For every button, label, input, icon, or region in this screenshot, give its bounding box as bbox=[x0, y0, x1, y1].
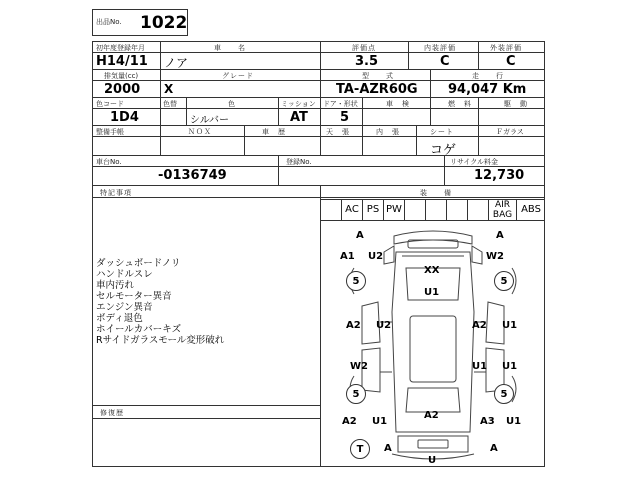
score-label: 評価点 bbox=[352, 44, 376, 52]
score-value: 3.5 bbox=[355, 54, 379, 69]
mark-bottom-a-right: A bbox=[490, 443, 498, 454]
sunroof-label: 天 張 bbox=[326, 128, 350, 136]
mark-right-u1: U1 bbox=[502, 320, 518, 331]
interior-label: 内装評価 bbox=[424, 44, 456, 52]
manual-label: 整備手帳 bbox=[96, 128, 124, 136]
chassis-label: 車台No. bbox=[96, 158, 122, 166]
mileage-label: 走 行 bbox=[472, 72, 504, 80]
wheel-rear-right: 5 bbox=[494, 384, 514, 404]
mark-bl-a2: A2 bbox=[342, 416, 357, 427]
mark-br-a3: A3 bbox=[480, 416, 495, 427]
remark-line: 車内汚れ bbox=[96, 280, 135, 291]
equip-blank-3 bbox=[446, 199, 467, 221]
mark-fl-a1: A1 bbox=[340, 251, 355, 262]
mark-lr-u1: U1 bbox=[472, 361, 488, 372]
mark-fl-u2: U2 bbox=[368, 251, 384, 262]
mark-lr-w2: W2 bbox=[350, 361, 368, 372]
car-name-label: 車 名 bbox=[214, 44, 246, 52]
mark-hood-xx: XX bbox=[424, 265, 440, 276]
remark-line: Rサイドガラスモール変形破れ bbox=[96, 335, 225, 346]
mark-bl-u1: U1 bbox=[372, 416, 388, 427]
equip-pw: PW bbox=[383, 199, 404, 221]
remark-line: エンジン異音 bbox=[96, 302, 153, 313]
exterior-value: C bbox=[506, 54, 516, 69]
chassis-value: -0136749 bbox=[158, 168, 227, 183]
equip-airbag-text: AIR BAG bbox=[492, 200, 513, 220]
wheel-rear-left: 5 bbox=[346, 384, 366, 404]
interior-value: C bbox=[440, 54, 450, 69]
color-code-value: 1D4 bbox=[110, 110, 139, 125]
equip-blank-1 bbox=[404, 199, 425, 221]
color-type-label: 色替 bbox=[163, 100, 177, 108]
equip-ps: PS bbox=[362, 199, 383, 221]
nox-label: ＮＯＸ bbox=[188, 128, 212, 136]
remark-line: ボディ退色 bbox=[96, 313, 143, 324]
drive-label: 駆 動 bbox=[504, 100, 528, 108]
equip-blank-4 bbox=[467, 199, 488, 221]
remark-line: ハンドルスレ bbox=[96, 269, 153, 280]
color-code-label: 色コード bbox=[96, 100, 124, 108]
reg-no-label: 登録No. bbox=[286, 158, 312, 166]
remark-line: セルモーター異音 bbox=[96, 291, 172, 302]
recycle-value: 12,730 bbox=[474, 168, 525, 183]
fuel-label: 燃 料 bbox=[448, 100, 472, 108]
mark-bottom-u: U bbox=[428, 455, 437, 466]
equipment-label: 装 備 bbox=[420, 189, 452, 197]
model-label: 型 式 bbox=[362, 72, 394, 80]
transmission-label: ミッション bbox=[281, 100, 316, 108]
exterior-label: 外装評価 bbox=[490, 44, 522, 52]
car-diagram bbox=[322, 222, 544, 466]
seat-label: シート bbox=[430, 128, 454, 136]
remarks-label: 特記事項 bbox=[100, 189, 132, 197]
mark-rr-u1: U1 bbox=[502, 361, 518, 372]
equip-ac: AC bbox=[341, 199, 362, 221]
doors-value: 5 bbox=[340, 110, 350, 125]
displacement-label: 排気量(cc) bbox=[104, 72, 139, 80]
mark-left-u2: U2 bbox=[376, 320, 392, 331]
mark-front-left: A bbox=[356, 230, 364, 241]
grade-value: X bbox=[164, 82, 174, 96]
lot-number: 1022 bbox=[140, 13, 188, 33]
mark-bottom-a-left: A bbox=[384, 443, 392, 454]
remark-line: ホイールカバーキズ bbox=[96, 324, 182, 335]
seat-value: コゲ bbox=[430, 143, 457, 158]
tire-mark-t: T bbox=[350, 439, 370, 459]
mark-left-a2: A2 bbox=[346, 320, 361, 331]
wheel-front-left: 5 bbox=[346, 271, 366, 291]
interior-roof-label: 内 張 bbox=[376, 128, 400, 136]
transmission-value: AT bbox=[290, 110, 308, 125]
doors-label: ドア・形状 bbox=[323, 100, 358, 108]
mark-rear-a2: A2 bbox=[424, 410, 439, 421]
inspection-label: 車 検 bbox=[386, 100, 410, 108]
color-label: 色 bbox=[228, 100, 236, 108]
color-value: シルバー bbox=[190, 115, 230, 126]
model-value: TA-AZR60G bbox=[336, 82, 418, 97]
mark-br-u1: U1 bbox=[506, 416, 522, 427]
first-reg-label: 初年度登録年月 bbox=[96, 44, 145, 52]
repair-label: 修復歴 bbox=[100, 409, 124, 417]
mark-front-right: A bbox=[496, 230, 504, 241]
lot-label: 出品No. bbox=[96, 18, 122, 26]
equip-airbag bbox=[488, 199, 516, 221]
glass-label: Ｆガラス bbox=[496, 128, 524, 136]
recycle-label: リサイクル料金 bbox=[450, 158, 499, 166]
mark-right-a2: A2 bbox=[472, 320, 487, 331]
remark-line: ダッシュボードノリ bbox=[96, 258, 181, 269]
grade-label: グレード bbox=[222, 72, 254, 80]
wheel-front-right: 5 bbox=[494, 271, 514, 291]
mark-hood-u1: U1 bbox=[424, 287, 440, 298]
car-name-value: ノア bbox=[164, 56, 189, 70]
remarks-list bbox=[96, 258, 224, 346]
equip-blank-2 bbox=[425, 199, 446, 221]
mileage-value: 94,047 Km bbox=[448, 82, 527, 97]
equip-abs: ABS bbox=[516, 199, 545, 221]
history-label: 車 歴 bbox=[262, 128, 286, 136]
displacement-value: 2000 bbox=[104, 82, 141, 97]
mark-fr-w2: W2 bbox=[486, 251, 504, 262]
first-reg-value: H14/11 bbox=[96, 54, 148, 69]
